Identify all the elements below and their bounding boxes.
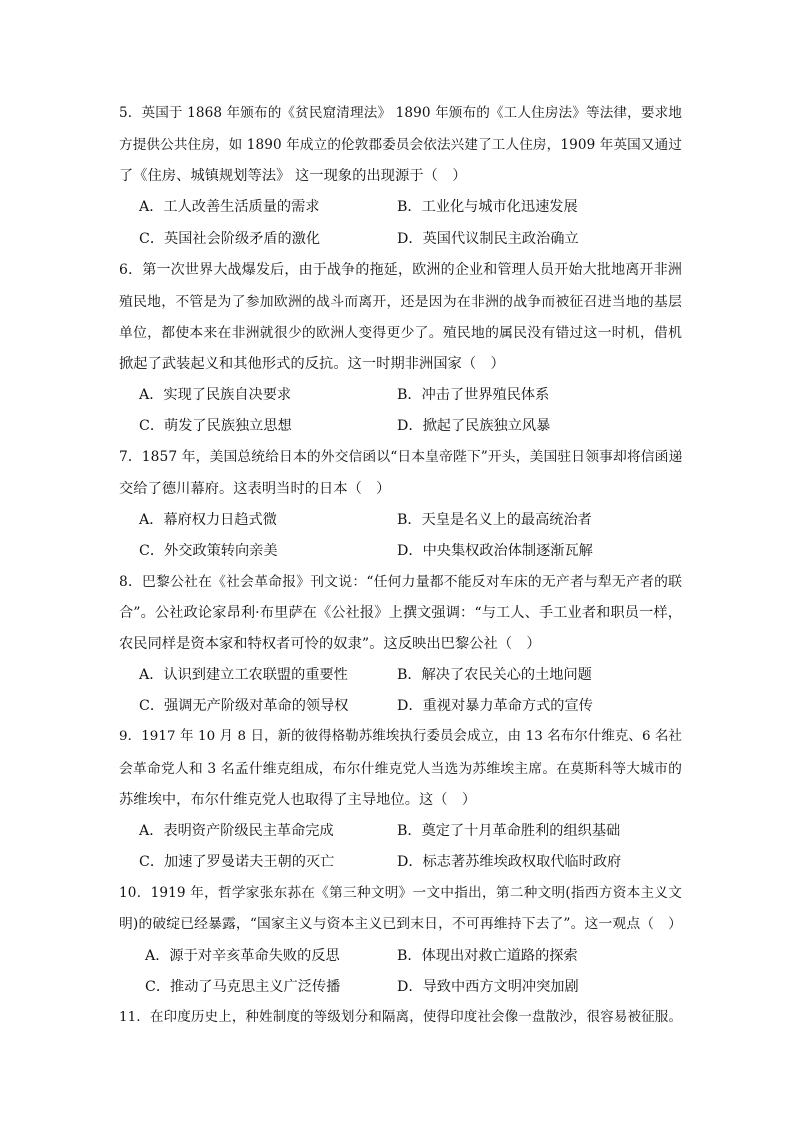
question-8-stem-line-2: 合”。公社政论家昂利·布里萨在《公社报》上撰文强调：“与工人、手工业者和职员一样，	[119, 605, 682, 621]
question-7-option-c: C．外交政策转向亲美	[139, 543, 278, 559]
question-5-option-a: A．工人改善生活质量的需求	[139, 199, 320, 215]
question-9-stem-line-2: 会革命党人和 3 名孟什维克组成，布尔什维克党人当选为苏维埃主席。在莫斯科等大城市的	[119, 761, 682, 777]
question-9-option-a: A．表明资产阶级民主革命完成	[139, 823, 334, 839]
question-10-option-c: C．推动了马克思主义广泛传播	[145, 979, 341, 995]
question-6-option-d: D．掀起了民族独立风暴	[397, 418, 551, 434]
question-9-stem-line-3: 苏维埃中，布尔什维克党人也取得了主导地位。这（ ）	[119, 792, 477, 808]
question-9-option-d: D．标志著苏维埃政权取代临时政府	[397, 854, 622, 870]
question-7-option-d: D．中央集权政治体制逐渐瓦解	[397, 543, 593, 559]
question-11-stem-line-1: 11．在印度历史上，种姓制度的等级划分和隔离，使得印度社会像一盘散沙，很容易被征服。	[119, 1010, 682, 1025]
question-6-option-b: B．冲击了世界殖民体系	[397, 387, 550, 403]
question-8-option-b: B．解决了农民关心的土地问题	[397, 667, 592, 683]
question-8-stem-line-3: 农民同样是资本家和特权者可怜的奴隶”。这反映出巴黎公社（ ）	[119, 636, 541, 652]
question-6-option-a: A．实现了民族自决要求	[139, 387, 292, 403]
question-9-option-c: C．加速了罗曼诺夫王朝的灭亡	[139, 854, 335, 870]
question-8-stem-line-1: 8．巴黎公社在《社会革命报》刊文说：“任何力量都不能反对车床的无产者与犁无产者的联	[119, 574, 682, 590]
question-5-option-d: D．英国代议制民主政治确立	[397, 231, 579, 247]
question-5-stem-line-1: 5．英国于 1868 年颁布的《贫民窟清理法》 1890 年颁布的《工人住房法》等法律，要求地	[119, 105, 682, 121]
question-7-option-b: B．天皇是名义上的最高统治者	[397, 512, 592, 528]
question-10-option-b: B．体现出对救亡道路的探索	[397, 948, 578, 964]
question-6-stem-line-1: 6．第一次世界大战爆发后，由于战争的拖延，欧洲的企业和管理人员开始大批地离开非洲	[119, 262, 682, 278]
question-7-option-a: A．幕府权力日趋式微	[139, 512, 277, 528]
question-5-option-b: B．工业化与城市化迅速发展	[397, 199, 578, 215]
question-5-option-c: C．英国社会阶级矛盾的激化	[139, 231, 321, 247]
question-6-option-c: C．萌发了民族独立思想	[139, 418, 292, 434]
question-10-option-d: D．导致中西方文明冲突加剧	[397, 979, 579, 995]
question-10-option-a: A．源于对辛亥革命失败的反思	[145, 948, 340, 964]
question-5-stem-line-2: 方提供公共住房，如 1890 年成立的伦敦郡委员会依法兴建了工人住房，1909 年英国又通过	[119, 137, 682, 153]
question-6-stem-line-3: 单位，都使本来在非洲就很少的欧洲人变得更少了。殖民地的属民没有错过这一时机，借机	[119, 325, 682, 341]
question-8-option-d: D．重视对暴力革命方式的宣传	[397, 698, 593, 714]
question-10-stem-line-1: 10．1919 年，哲学家张东荪在《第三种文明》一文中指出，第二种文明(指西方资本主义文	[119, 885, 682, 901]
question-8-option-a: A．认识到建立工农联盟的重要性	[139, 667, 348, 683]
question-10-stem-line-2: 明)的破绽已经暴露，“国家主义与资本主义已到末日，不可再维持下去了”。这一观点（ ）	[119, 916, 682, 932]
question-9-stem-line-1: 9．1917 年 10 月 8 日，新的彼得格勒苏维埃执行委员会成立，由 13 名布尔什维克、6 名社	[119, 729, 682, 744]
question-6-stem-line-4: 掀起了武装起义和其他形式的反抗。这一时期非洲国家（ ）	[119, 356, 505, 372]
question-5-stem-line-3: 了《住房、城镇规划等法》 这一现象的出现源于（ ）	[119, 168, 467, 184]
question-9-option-b: B．奠定了十月革命胜利的组织基础	[397, 823, 621, 839]
question-7-stem-line-2: 交给了德川幕府。这表明当时的日本（ ）	[119, 481, 391, 497]
question-7-stem-line-1: 7．1857 年，美国总统给日本的外交信函以“日本皇帝陛下”开头，美国驻日领事却将信函递	[119, 449, 683, 465]
question-8-option-c: C．强调无产阶级对革命的领导权	[139, 698, 349, 714]
question-6-stem-line-2: 殖民地，不管是为了参加欧洲的战斗而离开，还是因为在非洲的战争而被征召进当地的基层	[119, 294, 682, 310]
